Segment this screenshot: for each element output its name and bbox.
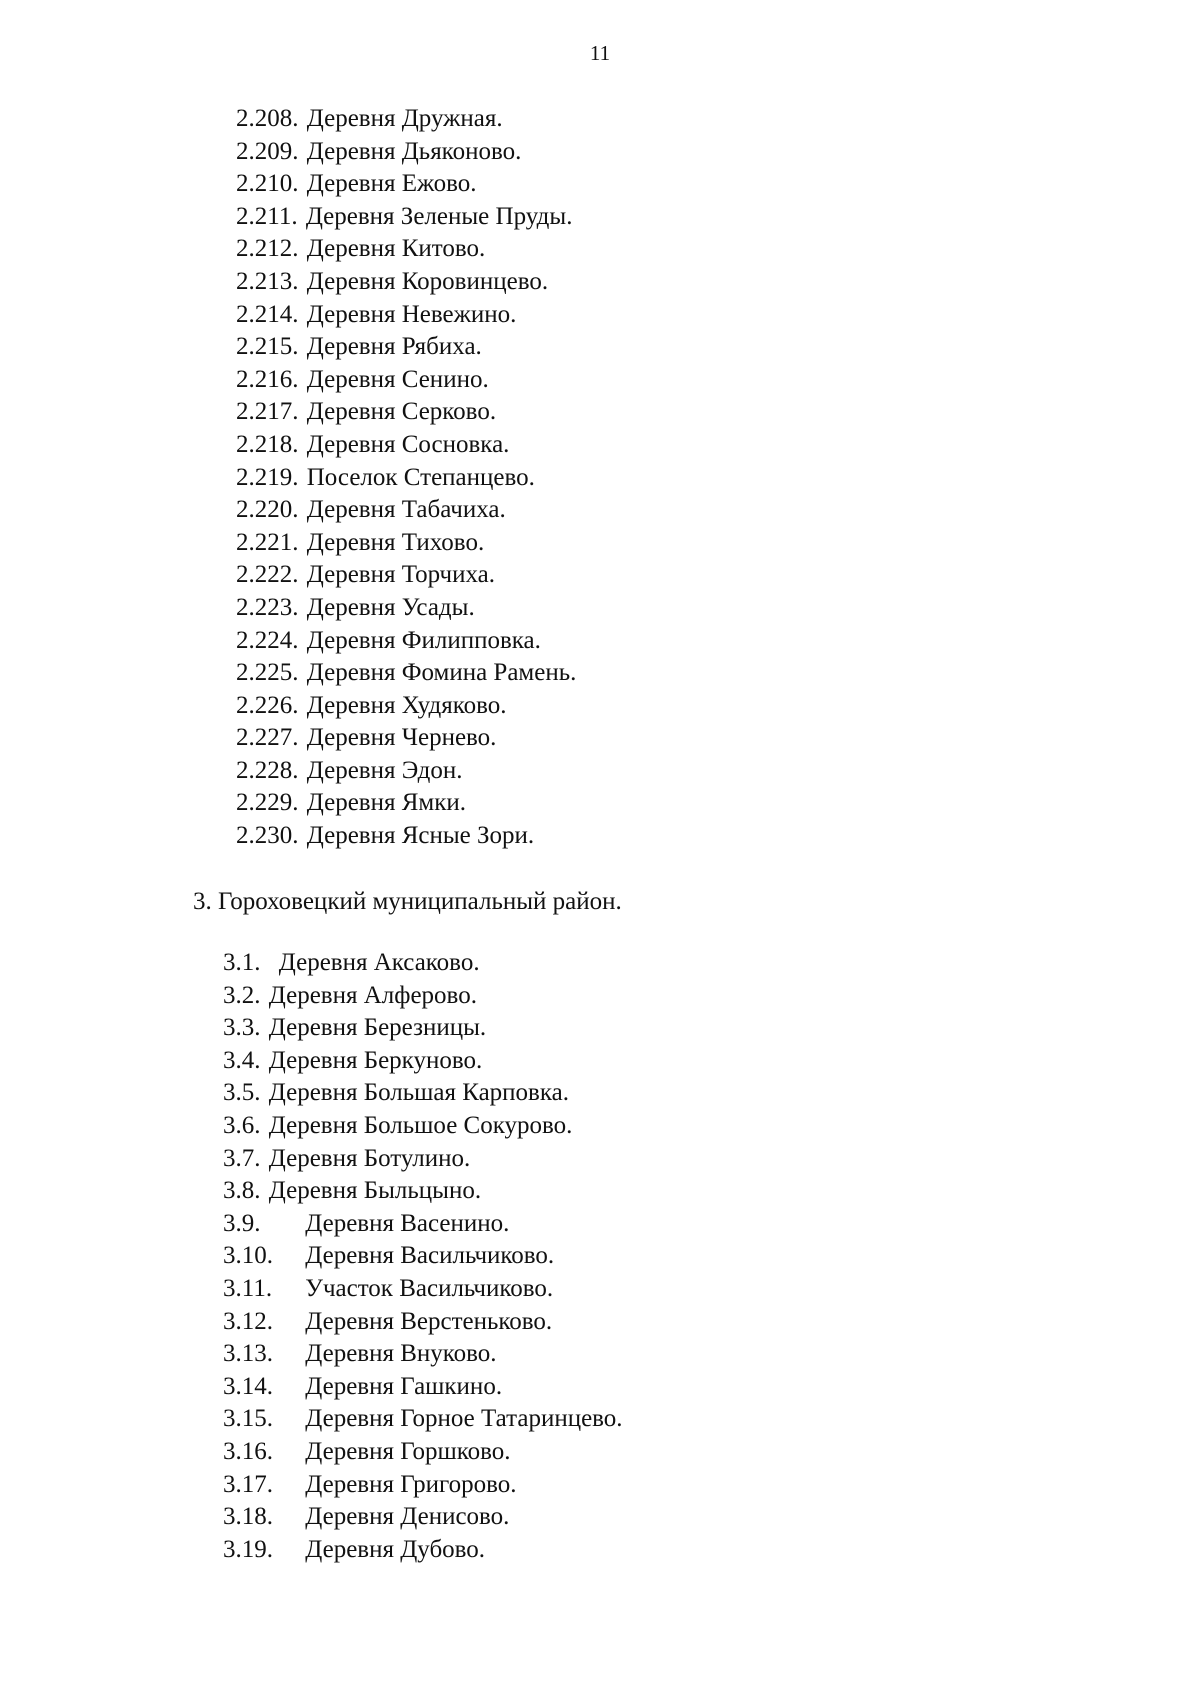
item-number: 3.18. — [223, 1503, 273, 1531]
item-number: 3.8. — [223, 1177, 261, 1205]
list-item — [236, 364, 576, 397]
item-text: Деревня Серково. — [306, 398, 497, 426]
item-text: Деревня Дубово. — [305, 1535, 486, 1563]
list-item — [223, 1240, 623, 1273]
item-text: Деревня Аксаково. — [278, 949, 480, 976]
item-text: Деревня Тихово. — [306, 528, 485, 556]
item-text: Поселок Степанцево. — [306, 463, 535, 491]
list-item — [223, 980, 623, 1013]
item-text: Деревня Горное Татаринцево. — [305, 1405, 623, 1433]
list-item — [223, 1338, 623, 1371]
item-number: 2.230. — [236, 822, 299, 850]
item-number: 2.216. — [236, 365, 299, 393]
list-item — [223, 1077, 623, 1110]
list-item — [236, 462, 576, 495]
item-text: Деревня Фомина Рамень. — [306, 659, 577, 687]
list-item — [236, 625, 576, 658]
item-number: 2.214. — [236, 300, 299, 328]
item-number: 3.14. — [223, 1372, 273, 1400]
section-3-list — [223, 947, 623, 1566]
item-text: Деревня Филипповка. — [306, 626, 541, 654]
item-text: Деревня Беркуново. — [268, 1046, 483, 1074]
item-text: Деревня Дружная. — [306, 105, 503, 132]
item-text: Деревня Горшково. — [305, 1437, 511, 1465]
list-item — [236, 494, 576, 527]
item-number: 2.208. — [236, 105, 299, 132]
item-text: Деревня Зеленые Пруды. — [305, 202, 573, 230]
list-item — [236, 136, 576, 169]
item-number: 3.12. — [223, 1307, 273, 1335]
item-text: Деревня Денисово. — [305, 1503, 510, 1531]
list-item — [223, 1012, 623, 1045]
item-text: Деревня Усады. — [306, 593, 475, 621]
item-number: 2.228. — [236, 756, 299, 784]
item-text: Деревня Большая Карповка. — [268, 1079, 569, 1107]
list-item — [236, 103, 576, 136]
item-text: Деревня Табачиха. — [306, 496, 506, 524]
page-number: 11 — [589, 41, 611, 65]
item-text: Деревня Дьяконово. — [306, 137, 522, 165]
item-text: Деревня Васенино. — [305, 1209, 510, 1237]
item-number: 3.6. — [223, 1111, 261, 1139]
list-item — [223, 1436, 623, 1469]
list-item — [223, 1208, 623, 1241]
list-item — [223, 1175, 623, 1208]
list-item — [223, 1045, 623, 1078]
item-text: Деревня Ботулино. — [268, 1144, 471, 1172]
item-number: 2.223. — [236, 593, 299, 621]
item-text: Деревня Коровинцево. — [306, 267, 549, 295]
list-item — [223, 1501, 623, 1534]
list-item — [236, 527, 576, 560]
item-number: 3.11. — [223, 1274, 273, 1302]
item-text: Деревня Быльцыно. — [268, 1177, 482, 1205]
item-number: 2.226. — [236, 691, 299, 719]
item-number: 2.218. — [236, 430, 299, 458]
list-item — [223, 1306, 623, 1339]
item-text: Деревня Ежово. — [306, 170, 477, 198]
item-number: 3.17. — [223, 1470, 273, 1498]
item-text: Деревня Рябиха. — [306, 333, 482, 361]
item-text: Деревня Ямки. — [306, 789, 467, 817]
item-number: 2.219. — [236, 463, 299, 491]
list-item — [236, 266, 576, 299]
section-2-list — [236, 103, 576, 853]
item-text: Деревня Ясные Зори. — [306, 822, 535, 850]
list-item — [223, 1534, 623, 1567]
item-text: Деревня Худяково. — [306, 691, 507, 719]
list-item — [223, 1273, 623, 1306]
list-item — [223, 1143, 623, 1176]
item-text: Деревня Сосновка. — [306, 430, 510, 458]
item-text: Деревня Васильчиково. — [305, 1242, 555, 1270]
item-number: 2.222. — [236, 561, 299, 589]
item-text: Деревня Гашкино. — [305, 1372, 503, 1400]
item-number: 3.3. — [223, 1014, 261, 1042]
item-text: Деревня Григорово. — [305, 1470, 517, 1498]
item-text: Деревня Китово. — [306, 235, 486, 263]
item-text: Деревня Торчиха. — [306, 561, 495, 589]
item-number: 3.15. — [223, 1405, 273, 1433]
item-number: 2.215. — [236, 333, 299, 361]
item-number: 2.220. — [236, 496, 299, 524]
item-number: 2.217. — [236, 398, 299, 426]
item-number: 3.7. — [223, 1144, 261, 1172]
item-text: Деревня Большое Сокурово. — [268, 1111, 573, 1139]
item-number: 3.16. — [223, 1437, 273, 1465]
list-item — [236, 722, 576, 755]
item-text: Деревня Сенино. — [306, 365, 489, 393]
item-number: 3.13. — [223, 1340, 273, 1368]
list-item — [236, 657, 576, 690]
list-item — [236, 755, 576, 788]
item-number: 3.1. — [223, 949, 261, 976]
item-number: 3.4. — [223, 1046, 261, 1074]
item-number: 2.210. — [236, 170, 299, 198]
item-text: Участок Васильчиково. — [305, 1274, 554, 1302]
list-item — [236, 787, 576, 820]
item-text: Деревня Верстеньково. — [305, 1307, 553, 1335]
item-number: 2.212. — [236, 235, 299, 263]
item-text: Деревня Внуково. — [305, 1340, 497, 1368]
item-text: Деревня Невежино. — [306, 300, 517, 328]
section-3-heading: 3. Гороховецкий муниципальный район. — [193, 888, 622, 915]
item-number: 3.2. — [223, 981, 261, 1009]
list-item — [236, 559, 576, 592]
item-number: 3.19. — [223, 1535, 273, 1563]
item-text: Деревня Березницы. — [268, 1014, 487, 1042]
list-item — [236, 592, 576, 625]
item-text: Деревня Алферово. — [268, 981, 477, 1009]
item-text: Деревня Чернево. — [306, 724, 497, 752]
list-item — [236, 429, 576, 462]
list-item — [236, 168, 576, 201]
list-item — [236, 690, 576, 723]
item-number: 3.9. — [223, 1209, 261, 1237]
list-item — [236, 331, 576, 364]
list-item — [223, 1403, 623, 1436]
list-item — [236, 820, 576, 853]
list-item — [223, 1469, 623, 1502]
list-item — [223, 1371, 623, 1404]
item-number: 2.225. — [236, 659, 299, 687]
item-text: Деревня Эдон. — [306, 756, 463, 784]
item-number: 2.221. — [236, 528, 299, 556]
item-number: 2.227. — [236, 724, 299, 752]
list-item — [223, 1110, 623, 1143]
list-item — [236, 396, 576, 429]
item-number: 2.209. — [236, 137, 299, 165]
item-number: 3.10. — [223, 1242, 273, 1270]
list-item — [236, 201, 576, 234]
list-item — [223, 947, 623, 980]
item-number: 2.211. — [236, 202, 298, 230]
item-number: 2.224. — [236, 626, 299, 654]
item-number: 2.213. — [236, 267, 299, 295]
item-number: 2.229. — [236, 789, 299, 817]
list-item — [236, 233, 576, 266]
list-item — [236, 299, 576, 332]
item-number: 3.5. — [223, 1079, 261, 1107]
